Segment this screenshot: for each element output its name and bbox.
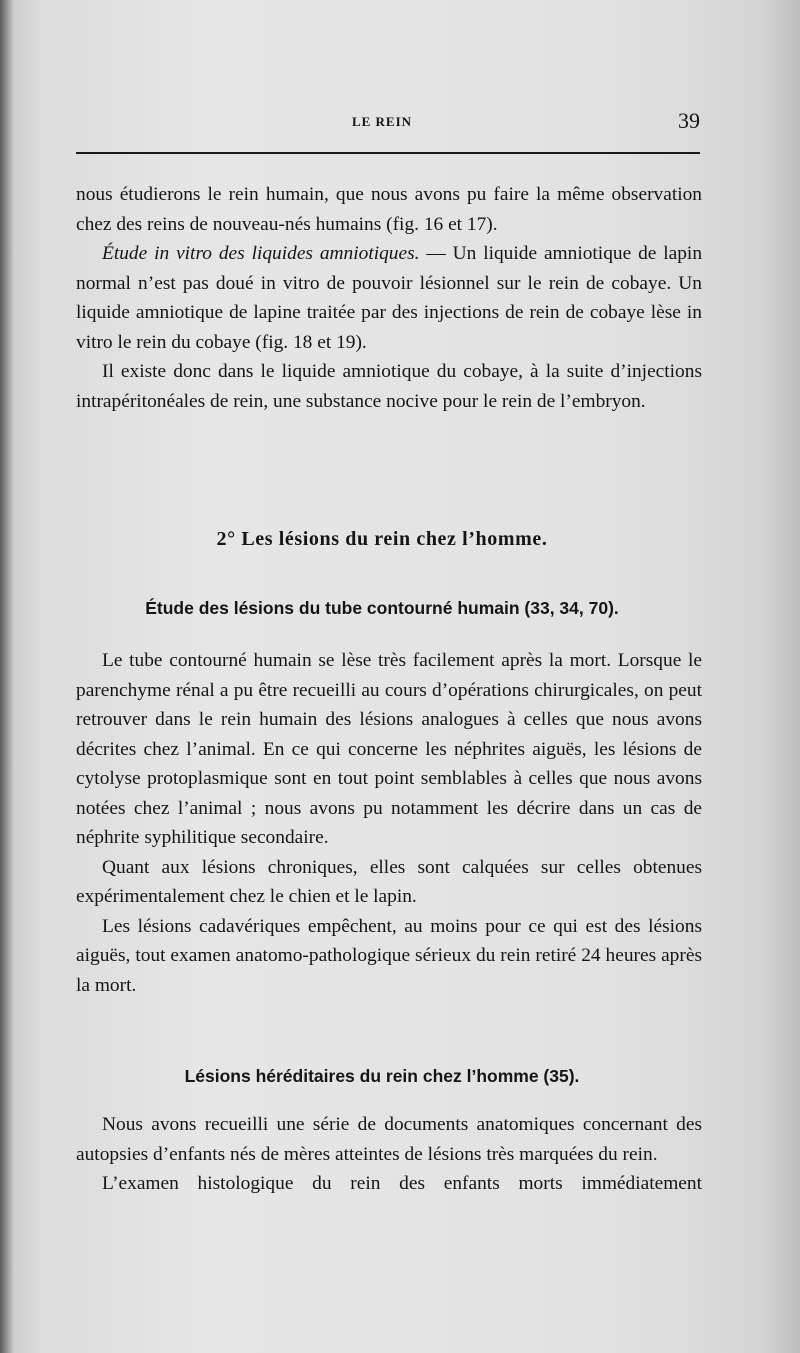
intro-text: [76, 180, 702, 416]
header-rule: [76, 152, 700, 154]
subsection-2-paragraph-1: Nous avons recueilli une série de documents anatomiques concernant des autopsies d’enfants nés de mères atteintes de lésions très marquées du rein.: [76, 1114, 702, 1165]
page-number: 39: [678, 108, 700, 133]
subsection-2-text: [76, 1110, 702, 1199]
subsection-1-paragraph-1: Le tube contourné humain se lèse très facilement après la mort. Lorsque le parenchyme rénal a pu être recueilli au cours d’opérations chirurgicales, on peut retrouver dans le rein humain des lésions analogues à celles que nous avons décrites chez l’animal. En ce qui concerne les néphrites aiguës, les lésions de cytolyse protoplasmique sont en tout point semblables à celles que nous avons notées chez l’animal ; nous avons pu notamment les décrire dans un cas de néphrite syphilitique secondaire.: [76, 650, 702, 848]
subsection-1-heading: Étude des lésions du tube contourné humain (33, 34, 70).: [145, 598, 619, 618]
subsection-1-text: [76, 646, 702, 1000]
intro-paragraph-2-body: — Un liquide amniotique de lapin normal n’est pas doué in vitro de pouvoir lésionnel sur le rein de cobaye. Un liquide amniotique de lapine traitée par des injections de rein de cobaye lèse in vitro le rein du cobaye (fig. 18 et 19).: [76, 243, 703, 353]
subsection-2-paragraph-2: L’examen histologique du rein des enfants morts immédiatement: [102, 1173, 702, 1194]
intro-paragraph-3: Il existe donc dans le liquide amniotique du cobaye, à la suite d’injections intrapéritonéales de rein, une substance nocive pour le rein de l’embryon.: [76, 361, 702, 412]
subsection-1-paragraph-2: Quant aux lésions chroniques, elles sont calquées sur celles obtenues expérimentalement chez le chien et le lapin.: [76, 856, 702, 907]
subsection-1-paragraph-3: Les lésions cadavériques empêchent, au moins pour ce qui est des lésions aiguës, tout examen anatomo-pathologique sérieux du rein retiré 24 heures après la mort.: [76, 915, 702, 996]
subsection-2-heading: Lésions héréditaires du rein chez l’homme (35).: [184, 1066, 580, 1086]
intro-paragraph-1: nous étudierons le rein humain, que nous avons pu faire la même observation chez des reins de nouveau-nés humains (fig. 16 et 17).: [76, 184, 702, 235]
intro-paragraph-2-title: Étude in vitro des liquides amniotiques.: [102, 243, 420, 264]
running-title: LE REIN: [351, 114, 413, 129]
section-heading: 2° Les lésions du rein chez l’homme.: [216, 528, 548, 550]
running-head: [62, 100, 702, 140]
intro-paragraph-2: [76, 239, 702, 357]
